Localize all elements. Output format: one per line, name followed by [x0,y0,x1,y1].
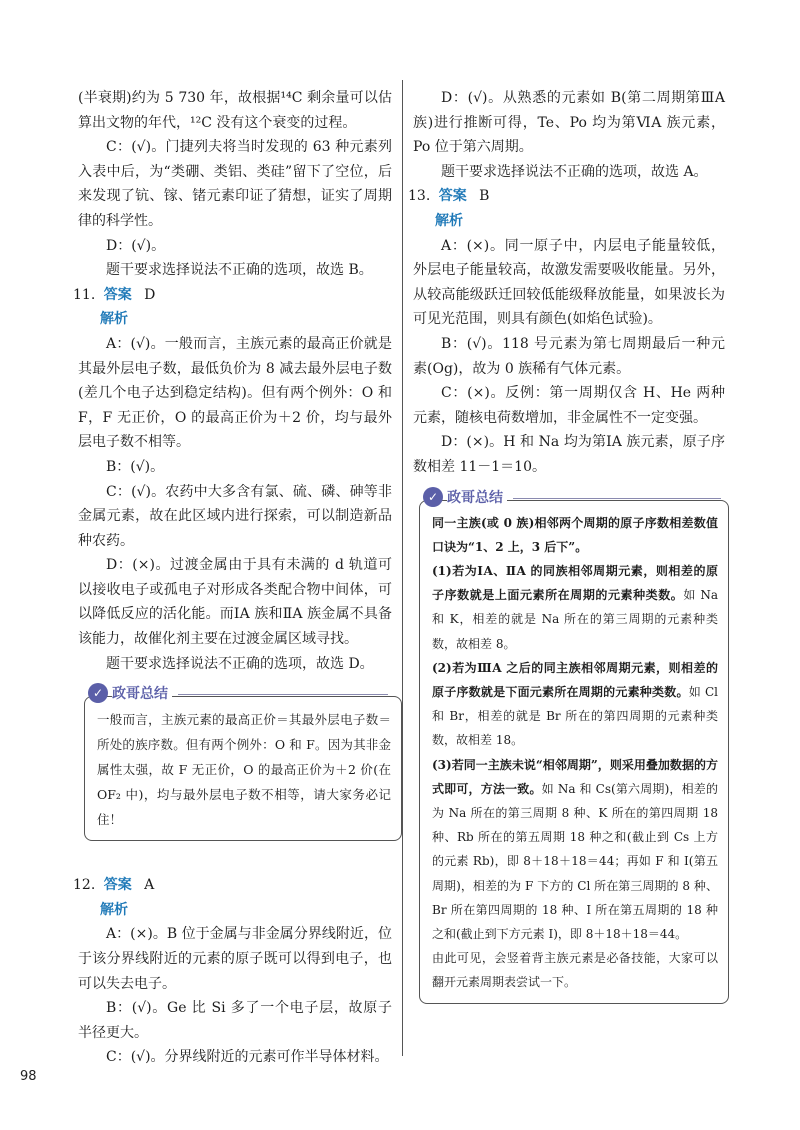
summary-1-title: 政哥总结 [112,682,172,707]
summary-2-closing: 由此可见，会竖着背主族元素是必备技能，大家可以翻开元素周期表尝试一下。 [432,951,718,990]
summary-2-intro: 同一主族(或 0 族)相邻两个周期的原子序数相差数值口诀为“1、2 上，3 后下”。 [432,515,718,554]
q13-number: 13. [408,188,431,205]
q12-option-b: B：(√)。Ge 比 Si 多了一个电子层，故原子半径更大。 [78,1000,392,1041]
summary-1-text: 一般而言，主族元素的最高正价＝其最外层电子数＝所处的族序数。但有两个例外：O 和 F。因为其非金属性太强，故 F 无正价，O 的最高正价为＋2 价(在 OF₂ 中)，均与最外层电子数不相等，请大家务必记住！ [97,712,391,828]
q11-option-d: D：(×)。过渡金属由于具有未满的 d 轨道可以接收电子或孤电子对形成各类配合物中间体，可以降低反应的活化能。而ⅠA 族和ⅡA 族金属不具备该能力，故催化剂主要在过渡金属区域寻找。 [78,557,392,648]
q13-answer: B [479,188,490,205]
summary-2-box [419,500,729,1004]
summary-check-icon: ✓ [88,683,108,703]
summary-2-header [413,486,725,512]
summary-2-rule [513,498,721,499]
q13-option-c: C：(×)。反例：第一周期仅含 H、He 两种元素，随核电荷数增加，非金属性不一定变强。 [413,385,725,426]
summary-2-point-1: (1)若为ⅠA、ⅡA 的同族相邻周期元素，则相差的原子序数就是上面元素所在周期的元素种类数。如 Na 和 K，相差的就是 Na 所在的第三周期的元素种类数，故相差 8。 [432,563,718,651]
q13-analysis-label: 解析 [435,212,463,229]
summary-2-title: 政哥总结 [447,486,507,511]
q11-heading [73,283,392,308]
q12-conclusion: 题干要求选择说法不正确的选项，故选 A。 [441,163,708,180]
q12-option-c: C：(√)。分界线附近的元素可作半导体材料。 [106,1049,389,1066]
q13-option-d: D：(×)。H 和 Na 均为第ⅠA 族元素，原子序数相差 11－1＝10。 [413,434,725,475]
summary-1-rule [178,694,388,695]
q11-conclusion: 题干要求选择说法不正确的选项，故选 D。 [106,655,374,672]
column-divider [402,80,403,1056]
q10-option-d: D：(√)。 [106,237,166,254]
q12-option-d: D：(√)。从熟悉的元素如 B(第二周期第ⅢA 族)进行推断可得，Te、Po 均为第ⅥA 族元素，Po 位于第六周期。 [413,90,725,156]
q11-number: 11. [73,286,96,303]
q11-answer: D [144,286,156,303]
summary-check-icon: ✓ [423,487,443,507]
right-column [408,86,725,1004]
q11-analysis-label: 解析 [100,311,128,328]
q12-number: 12. [73,877,96,894]
q13-answer-label: 答案 [438,188,467,205]
q10-option-c: C：(√)。门捷列夫将当时发现的 63 种元素列入表中后，为“类硼、类铝、类硅”留下了空位，后来发现了钪、镓、锗元素印证了猜想，证实了周期律的科学性。 [78,139,392,229]
q11-option-b: B：(√)。 [106,458,165,475]
q11-option-a: A：(√)。一般而言，主族元素的最高正价就是其最外层电子数，最低负价为 8 减去最外层电子数(差几个电子达到稳定结构)。但有两个例外：O 和 F，F 无正价，O 的最高正价为＋2 价，均与最外层电子数不相等。 [78,335,392,451]
q13-option-b: B：(√)。118 号元素为第七周期最后一种元素(Og)，故为 0 族稀有气体元素。 [413,335,725,377]
q11-answer-label: 答案 [103,286,132,303]
q12-heading [73,873,392,898]
q12-analysis-label: 解析 [100,901,128,918]
left-column [73,86,392,1070]
summary-2-point-3: (3)若同一主族未说“相邻周期”，则采用叠加数据的方式即可，方法一致。如 Na 和 Cs(第六周期)，相差的为 Na 所在的第三周期 8 种、K 所在的第四周期 18 种、Rb 所在的第五周期 18 种之和(截止到 Cs 上方的元素 Rb)，即 8＋18＋18＝44；再如 F 和 I(第五周期)，相差的为 F 下方的 Cl 所在第三周期的 8 种、Br 所在第四周期的 18 种、I 所在第五周期的 18 种之和(截止到下方元素 I)，即 8＋18＋18＝44。 [432,757,718,941]
intro-text: (半衰期)约为 5 730 年，故根据¹⁴C 剩余量可以估算出文物的年代，¹²C 没有这个衰变的过程。 [78,90,392,131]
q13-option-a: A：(×)。同一原子中，内层电子能量较低，外层电子能量较高，故激发需要吸收能量。另外，从较高能级跃迁回较低能级释放能量，如果波长为可见光范围，则具有颜色(如焰色试验)。 [413,237,725,328]
q12-answer: A [144,877,155,894]
q11-option-c: C：(√)。农药中大多含有氯、硫、磷、砷等非金属元素，故在此区域内进行探索，可以制造新品种农药。 [78,483,392,549]
q13-heading [408,184,725,209]
summary-2-point-2: (2)若为ⅢA 之后的同主族相邻周期元素，则相差的原子序数就是下面元素所在周期的元素种类数。如 Cl 和 Br，相差的就是 Br 所在的第四周期的元素种类数，故相差 18。 [432,660,718,748]
q10-conclusion: 题干要求选择说法不正确的选项，故选 B。 [106,262,373,279]
q12-option-a: A：(×)。B 位于金属与非金属分界线附近，位于该分界线附近的元素的原子既可以得到电子，也可以失去电子。 [78,926,392,992]
summary-1-header [78,682,392,708]
summary-1-box [84,696,402,841]
q12-answer-label: 答案 [103,877,132,894]
page-number: 98 [20,1069,37,1084]
